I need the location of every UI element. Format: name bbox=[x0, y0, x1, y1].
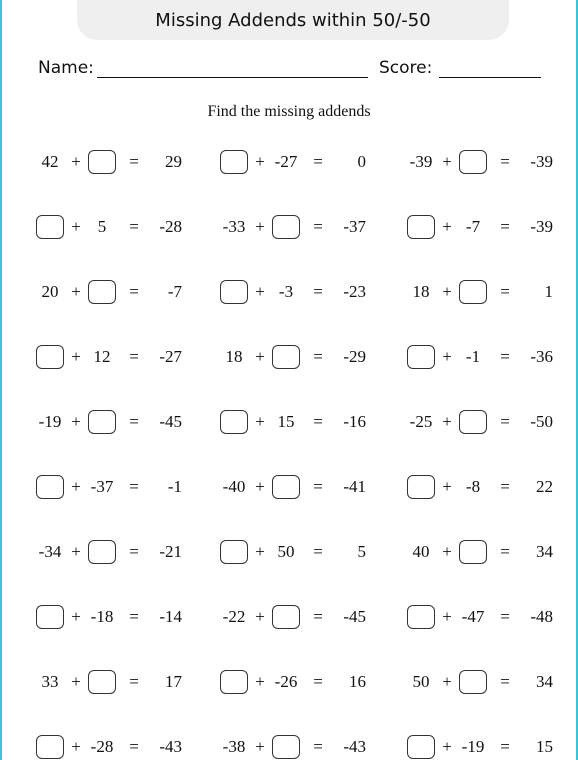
addend: -26 bbox=[274, 672, 298, 691]
sum: 17 bbox=[165, 672, 182, 691]
equals-sign: = bbox=[500, 217, 510, 236]
plus-sign: + bbox=[255, 542, 265, 561]
plus-sign: + bbox=[255, 477, 265, 496]
addend: 40 bbox=[412, 542, 430, 561]
sum: -45 bbox=[343, 607, 366, 626]
addend: -18 bbox=[90, 607, 114, 626]
equals-sign: = bbox=[500, 607, 510, 626]
plus-sign: + bbox=[442, 477, 452, 496]
sum: -28 bbox=[159, 217, 182, 236]
answer-box[interactable] bbox=[405, 733, 437, 761]
plus-sign: + bbox=[255, 217, 265, 236]
addend: 33 bbox=[41, 672, 59, 691]
sum: -45 bbox=[159, 412, 182, 431]
sum: -29 bbox=[343, 347, 366, 366]
plus-sign: + bbox=[255, 672, 265, 691]
answer-box-outline[interactable] bbox=[220, 670, 248, 694]
addend: -28 bbox=[90, 737, 114, 756]
equals-sign: = bbox=[129, 607, 139, 626]
answer-box-outline[interactable] bbox=[272, 735, 300, 759]
answer-box-outline[interactable] bbox=[220, 150, 248, 174]
addend: -8 bbox=[465, 477, 481, 496]
answer-box[interactable] bbox=[218, 668, 250, 696]
score-label: Score: bbox=[379, 58, 433, 78]
equals-sign: = bbox=[313, 672, 323, 691]
answer-box[interactable] bbox=[405, 213, 437, 241]
sum: -36 bbox=[530, 347, 553, 366]
equals-sign: = bbox=[500, 282, 510, 301]
answer-box[interactable] bbox=[218, 278, 250, 306]
plus-sign: + bbox=[255, 282, 265, 301]
answer-box[interactable] bbox=[270, 733, 302, 761]
plus-sign: + bbox=[255, 412, 265, 431]
sum: -39 bbox=[530, 217, 553, 236]
plus-sign: + bbox=[71, 672, 81, 691]
score-field[interactable] bbox=[439, 77, 541, 78]
sum: -41 bbox=[343, 477, 366, 496]
answer-box[interactable] bbox=[457, 408, 489, 436]
name-score-row bbox=[38, 58, 542, 82]
equals-sign: = bbox=[500, 152, 510, 171]
sum: -48 bbox=[530, 607, 553, 626]
plus-sign: + bbox=[71, 607, 81, 626]
answer-box[interactable] bbox=[270, 213, 302, 241]
addend: -25 bbox=[409, 412, 433, 431]
answer-box[interactable] bbox=[34, 733, 66, 761]
plus-sign: + bbox=[71, 412, 81, 431]
answer-box-outline[interactable] bbox=[272, 605, 300, 629]
answer-box[interactable] bbox=[86, 278, 118, 306]
equals-sign: = bbox=[313, 347, 323, 366]
answer-box-outline[interactable] bbox=[36, 475, 64, 499]
answer-box[interactable] bbox=[457, 148, 489, 176]
answer-box[interactable] bbox=[457, 668, 489, 696]
equals-sign: = bbox=[500, 737, 510, 756]
addend: -34 bbox=[38, 542, 62, 561]
sum: 22 bbox=[536, 477, 553, 496]
answer-box[interactable] bbox=[86, 538, 118, 566]
addend: 12 bbox=[93, 347, 111, 366]
sum: 5 bbox=[357, 542, 366, 561]
equals-sign: = bbox=[313, 607, 323, 626]
addend: 18 bbox=[225, 347, 243, 366]
addend: -19 bbox=[461, 737, 485, 756]
answer-box-outline[interactable] bbox=[88, 150, 116, 174]
equals-sign: = bbox=[129, 737, 139, 756]
sum: -37 bbox=[343, 217, 366, 236]
addend: 50 bbox=[412, 672, 430, 691]
answer-box-outline[interactable] bbox=[459, 670, 487, 694]
sum: 16 bbox=[349, 672, 366, 691]
equals-sign: = bbox=[313, 152, 323, 171]
equals-sign: = bbox=[129, 412, 139, 431]
sum: 29 bbox=[165, 152, 182, 171]
plus-sign: + bbox=[71, 347, 81, 366]
equals-sign: = bbox=[313, 217, 323, 236]
plus-sign: + bbox=[255, 737, 265, 756]
plus-sign: + bbox=[71, 737, 81, 756]
equals-sign: = bbox=[500, 412, 510, 431]
addend: -47 bbox=[461, 607, 485, 626]
name-field[interactable] bbox=[97, 77, 368, 78]
sum: 34 bbox=[536, 672, 553, 691]
worksheet-title: Missing Addends within 50/-50 bbox=[77, 0, 509, 40]
addend: -40 bbox=[222, 477, 246, 496]
sum: -21 bbox=[159, 542, 182, 561]
answer-box[interactable] bbox=[218, 538, 250, 566]
addend: 18 bbox=[412, 282, 430, 301]
equals-sign: = bbox=[313, 737, 323, 756]
equals-sign: = bbox=[500, 542, 510, 561]
equals-sign: = bbox=[500, 347, 510, 366]
answer-box-outline[interactable] bbox=[459, 540, 487, 564]
addend: 5 bbox=[97, 217, 107, 236]
answer-box-outline[interactable] bbox=[407, 345, 435, 369]
equals-sign: = bbox=[500, 672, 510, 691]
addend: 50 bbox=[277, 542, 295, 561]
sum: 1 bbox=[544, 282, 553, 301]
answer-box-outline[interactable] bbox=[459, 150, 487, 174]
addend: -1 bbox=[465, 347, 481, 366]
answer-box[interactable] bbox=[270, 473, 302, 501]
answer-box-outline[interactable] bbox=[88, 540, 116, 564]
addend: -39 bbox=[409, 152, 433, 171]
answer-box-outline[interactable] bbox=[36, 345, 64, 369]
plus-sign: + bbox=[71, 282, 81, 301]
sum: 34 bbox=[536, 542, 553, 561]
addend: -7 bbox=[465, 217, 481, 236]
equals-sign: = bbox=[313, 412, 323, 431]
answer-box[interactable] bbox=[86, 668, 118, 696]
answer-box-outline[interactable] bbox=[459, 410, 487, 434]
answer-box[interactable] bbox=[218, 408, 250, 436]
answer-box[interactable] bbox=[457, 538, 489, 566]
answer-box[interactable] bbox=[86, 408, 118, 436]
plus-sign: + bbox=[442, 347, 452, 366]
answer-box-outline[interactable] bbox=[272, 345, 300, 369]
plus-sign: + bbox=[71, 217, 81, 236]
answer-box[interactable] bbox=[270, 343, 302, 371]
addend: -38 bbox=[222, 737, 246, 756]
equals-sign: = bbox=[129, 152, 139, 171]
sum: -50 bbox=[530, 412, 553, 431]
answer-box-outline[interactable] bbox=[220, 540, 248, 564]
answer-box-outline[interactable] bbox=[272, 215, 300, 239]
answer-box-outline[interactable] bbox=[36, 735, 64, 759]
sum: 0 bbox=[357, 152, 366, 171]
plus-sign: + bbox=[255, 347, 265, 366]
sum: -43 bbox=[343, 737, 366, 756]
addend: 42 bbox=[41, 152, 59, 171]
addend: -3 bbox=[278, 282, 294, 301]
answer-box-outline[interactable] bbox=[88, 410, 116, 434]
answer-box[interactable] bbox=[34, 473, 66, 501]
answer-box-outline[interactable] bbox=[220, 280, 248, 304]
sum: -23 bbox=[343, 282, 366, 301]
answer-box[interactable] bbox=[270, 603, 302, 631]
plus-sign: + bbox=[442, 672, 452, 691]
answer-box-outline[interactable] bbox=[88, 280, 116, 304]
equals-sign: = bbox=[129, 477, 139, 496]
plus-sign: + bbox=[442, 412, 452, 431]
equals-sign: = bbox=[313, 542, 323, 561]
sum: -16 bbox=[343, 412, 366, 431]
sum: -39 bbox=[530, 152, 553, 171]
plus-sign: + bbox=[442, 282, 452, 301]
answer-box-outline[interactable] bbox=[407, 215, 435, 239]
instructions: Find the missing addends bbox=[207, 103, 371, 120]
equals-sign: = bbox=[313, 477, 323, 496]
plus-sign: + bbox=[71, 477, 81, 496]
answer-box[interactable] bbox=[457, 278, 489, 306]
answer-box[interactable] bbox=[86, 148, 118, 176]
plus-sign: + bbox=[442, 607, 452, 626]
answer-box-outline[interactable] bbox=[459, 280, 487, 304]
answer-box-outline[interactable] bbox=[272, 475, 300, 499]
plus-sign: + bbox=[442, 217, 452, 236]
addend: 20 bbox=[41, 282, 59, 301]
sum: -14 bbox=[159, 607, 182, 626]
addend: -33 bbox=[222, 217, 246, 236]
equals-sign: = bbox=[129, 347, 139, 366]
addend: -19 bbox=[38, 412, 62, 431]
plus-sign: + bbox=[71, 542, 81, 561]
sum: 15 bbox=[536, 737, 553, 756]
answer-box[interactable] bbox=[34, 603, 66, 631]
answer-box[interactable] bbox=[218, 148, 250, 176]
equals-sign: = bbox=[129, 672, 139, 691]
answer-box[interactable] bbox=[34, 343, 66, 371]
sum: -43 bbox=[159, 737, 182, 756]
sum: -7 bbox=[167, 282, 182, 301]
addend: -37 bbox=[90, 477, 114, 496]
answer-box-outline[interactable] bbox=[407, 735, 435, 759]
plus-sign: + bbox=[71, 152, 81, 171]
sum: -1 bbox=[167, 477, 182, 496]
equals-sign: = bbox=[129, 542, 139, 561]
addend: -22 bbox=[222, 607, 246, 626]
equals-sign: = bbox=[500, 477, 510, 496]
addend: 15 bbox=[277, 412, 295, 431]
plus-sign: + bbox=[442, 542, 452, 561]
plus-sign: + bbox=[255, 152, 265, 171]
plus-sign: + bbox=[442, 737, 452, 756]
equals-sign: = bbox=[129, 217, 139, 236]
answer-box[interactable] bbox=[34, 213, 66, 241]
answer-box[interactable] bbox=[405, 343, 437, 371]
answer-box[interactable] bbox=[405, 473, 437, 501]
sum: -27 bbox=[159, 347, 182, 366]
answer-box-outline[interactable] bbox=[36, 215, 64, 239]
answer-box-outline[interactable] bbox=[407, 605, 435, 629]
answer-box[interactable] bbox=[405, 603, 437, 631]
answer-box-outline[interactable] bbox=[88, 670, 116, 694]
answer-box-outline[interactable] bbox=[407, 475, 435, 499]
addend: -27 bbox=[274, 152, 298, 171]
equals-sign: = bbox=[313, 282, 323, 301]
plus-sign: + bbox=[255, 607, 265, 626]
answer-box-outline[interactable] bbox=[220, 410, 248, 434]
answer-box-outline[interactable] bbox=[36, 605, 64, 629]
equals-sign: = bbox=[129, 282, 139, 301]
name-label: Name: bbox=[38, 58, 94, 78]
plus-sign: + bbox=[442, 152, 452, 171]
